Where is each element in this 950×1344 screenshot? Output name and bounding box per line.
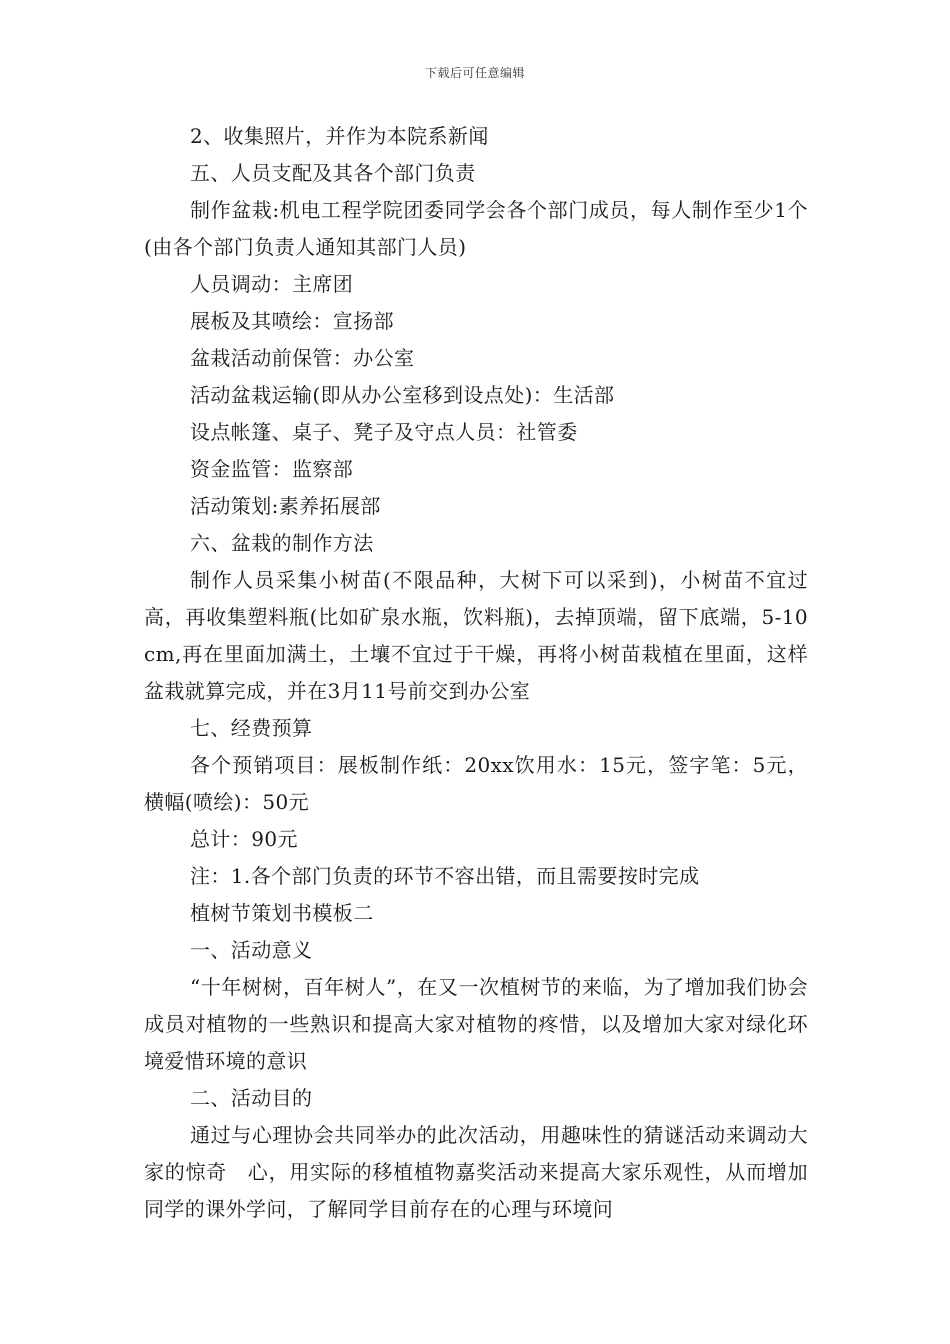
section-heading: 六、盆栽的制作方法 xyxy=(190,531,374,555)
paragraph: 2、收集照片，并作为本院系新闻 xyxy=(190,124,489,148)
paragraph: 盆栽活动前保管：办公室 xyxy=(190,346,415,370)
paragraph: 各个预销项目：展板制作纸：20xx饮用水：15元，签字笔：5元，横幅(喷绘)：50元 xyxy=(144,753,808,814)
paragraph: 设点帐篷、桌子、凳子及守点人员：社管委 xyxy=(190,420,578,444)
paragraph: 活动策划:素养拓展部 xyxy=(190,494,381,518)
paragraph: 注：1.各个部门负责的环节不容出错，而且需要按时完成 xyxy=(190,864,700,888)
paragraph: 制作人员采集小树苗(不限品种，大树下可以采到)，小树苗不宜过高，再收集塑料瓶(比如矿泉水瓶，饮料瓶)，去掉顶端，留下底端，5-10cm,再在里面加满土，土壤不宜过于干燥，再将小树苗栽植在里面，这样盆栽就算完成，并在3月11号前交到办公室 xyxy=(144,568,808,703)
page-header: 下载后可任意编辑 xyxy=(424,66,525,80)
paragraph: 资金监管：监察部 xyxy=(190,457,354,481)
paragraph: 活动盆栽运输(即从办公室移到设点处)：生活部 xyxy=(190,383,615,407)
paragraph: “十年树树，百年树人”，在又一次植树节的来临，为了增加我们协会成员对植物的一些熟识和提高大家对植物的疼惜，以及增加大家对绿化环境爱惜环境的意识 xyxy=(144,975,808,1073)
paragraph: 制作盆栽:机电工程学院团委同学会各个部门成员，每人制作至少1个(由各个部门负责人通知其部门人员) xyxy=(144,198,808,259)
section-heading: 五、人员支配及其各个部门负责 xyxy=(190,161,476,185)
document-body xyxy=(144,118,808,1228)
paragraph: 通过与心理协会共同举办的此次活动，用趣味性的猜谜活动来调动大家的惊奇 心，用实际的移植植物嘉奖活动来提高大家乐观性，从而增加同学的课外学问，了解同学目前存在的心理与环境问 xyxy=(144,1123,808,1221)
paragraph: 人员调动：主席团 xyxy=(190,272,354,296)
document-subtitle: 植树节策划书模板二 xyxy=(190,901,374,925)
paragraph: 总计：90元 xyxy=(190,827,298,851)
section-heading: 七、经费预算 xyxy=(190,716,313,740)
section-heading: 一、活动意义 xyxy=(190,938,313,962)
section-heading: 二、活动目的 xyxy=(190,1086,313,1110)
paragraph: 展板及其喷绘：宣扬部 xyxy=(190,309,394,333)
